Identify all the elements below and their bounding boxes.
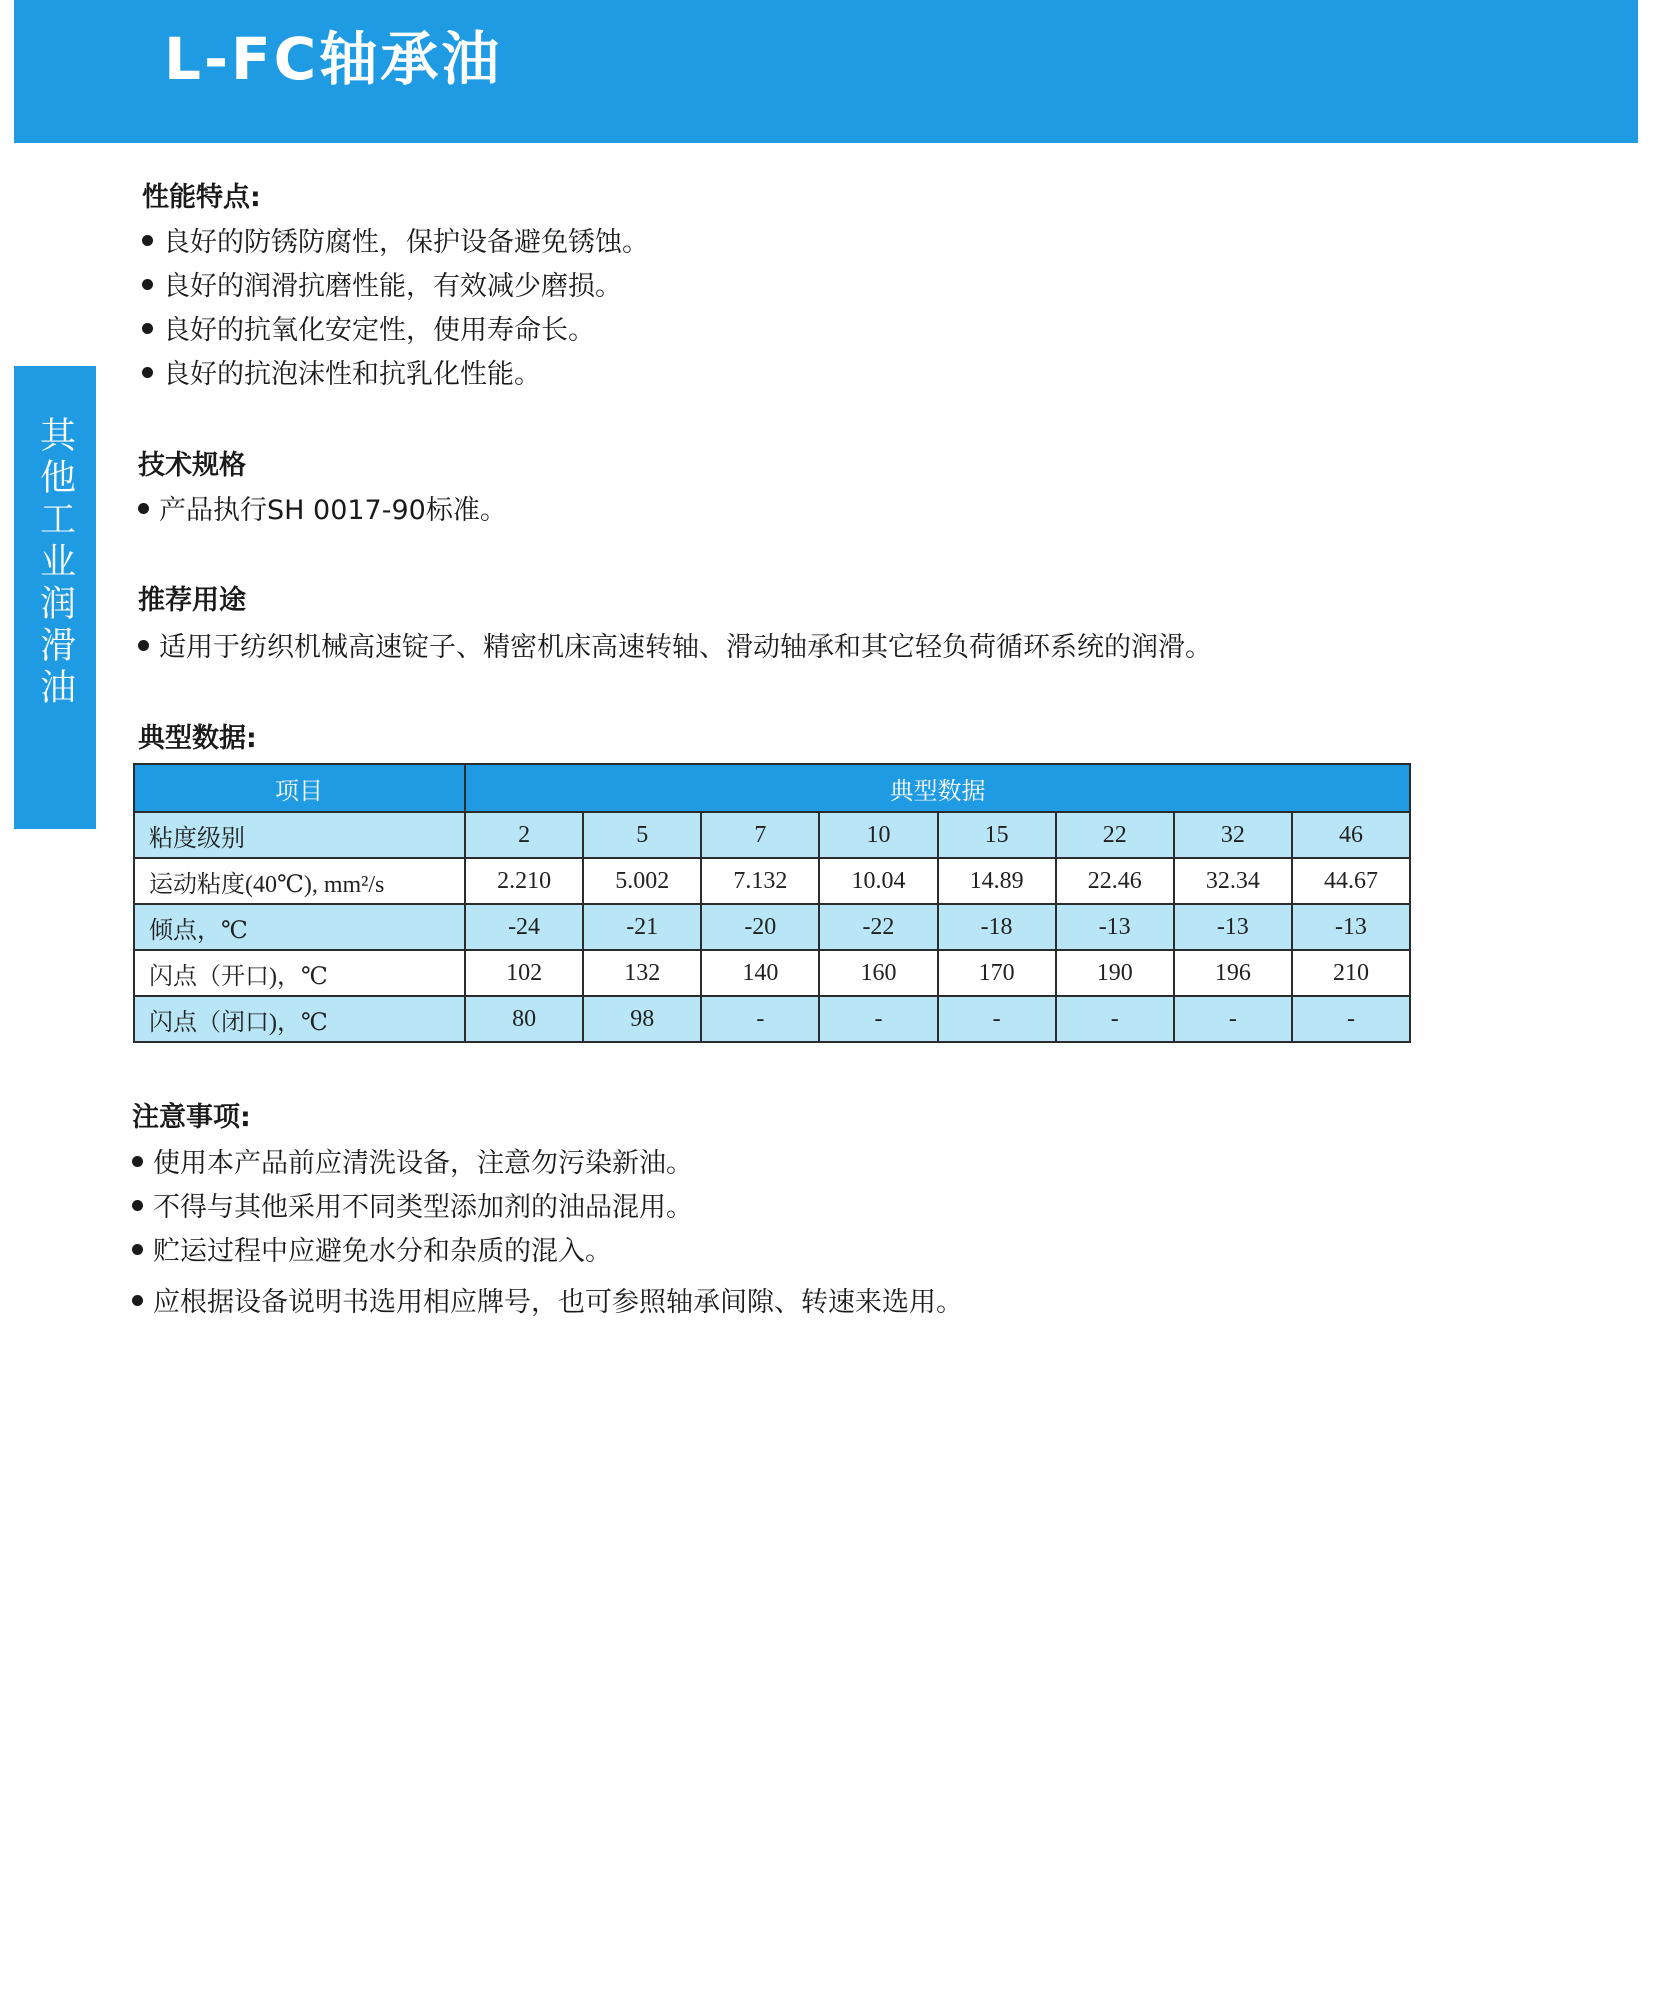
table-row: [134, 904, 1410, 950]
row-label: 闪点（闭口)，℃: [134, 996, 465, 1042]
table-cell: -24: [465, 904, 583, 950]
table-cell: -: [1292, 996, 1410, 1042]
bullet-icon: [142, 279, 153, 290]
note-item: 应根据设备说明书选用相应牌号，也可参照轴承间隙、转速来选用。: [132, 1280, 963, 1319]
table-row: [134, 950, 1410, 996]
row-label: 运动粘度(40℃), mm²/s: [134, 858, 465, 904]
table-cell: 46: [1292, 812, 1410, 858]
side-category-tab: [14, 366, 96, 829]
bullet-icon: [132, 1200, 143, 1211]
table-cell: 2.210: [465, 858, 583, 904]
table-cell: -21: [583, 904, 701, 950]
header-data-cell: 典型数据: [465, 764, 1410, 812]
spec-item: 产品执行SH 0017-90标准。: [138, 488, 507, 527]
usage-title: 推荐用途: [138, 585, 246, 616]
bullet-icon: [132, 1156, 143, 1167]
table-cell: -: [1056, 996, 1174, 1042]
bullet-icon: [142, 367, 153, 378]
table-cell: 5: [583, 812, 701, 858]
side-category-label: 其他工业润滑油: [34, 416, 76, 710]
specs-title: 技术规格: [138, 450, 246, 481]
bullet-icon: [132, 1244, 143, 1255]
bullet-icon: [132, 1295, 143, 1306]
note-item: 不得与其他采用不同类型添加剂的油品混用。: [132, 1185, 693, 1224]
table-cell: 2: [465, 812, 583, 858]
table-cell: 22: [1056, 812, 1174, 858]
table-cell: 22.46: [1056, 858, 1174, 904]
header-bar: [14, 0, 1638, 143]
table-cell: -22: [819, 904, 937, 950]
table-cell: 7.132: [701, 858, 819, 904]
table-cell: 98: [583, 996, 701, 1042]
table-cell: -13: [1056, 904, 1174, 950]
typical-data-table: [133, 763, 1411, 1043]
header-item-cell: 项目: [134, 764, 465, 812]
table-cell: 170: [938, 950, 1056, 996]
row-label: 粘度级别: [134, 812, 465, 858]
row-label: 闪点（开口)，℃: [134, 950, 465, 996]
table-cell: 80: [465, 996, 583, 1042]
table-cell: -13: [1174, 904, 1292, 950]
table-cell: 15: [938, 812, 1056, 858]
feature-item: 良好的润滑抗磨性能，有效减少磨损。: [142, 264, 622, 303]
table-cell: 102: [465, 950, 583, 996]
feature-item: 良好的防锈防腐性，保护设备避免锈蚀。: [142, 220, 649, 259]
feature-item: 良好的抗氧化安定性，使用寿命长。: [142, 308, 595, 347]
table-cell: 210: [1292, 950, 1410, 996]
notes-title: 注意事项:: [132, 1102, 251, 1133]
typical-data-title: 典型数据:: [138, 723, 257, 754]
feature-item: 良好的抗泡沫性和抗乳化性能。: [142, 352, 541, 391]
table-cell: 14.89: [938, 858, 1056, 904]
table-cell: -: [1174, 996, 1292, 1042]
note-item: 贮运过程中应避免水分和杂质的混入。: [132, 1229, 612, 1268]
features-title: 性能特点:: [142, 182, 261, 213]
table-row: [134, 996, 1410, 1042]
table-cell: 44.67: [1292, 858, 1410, 904]
table-cell: 160: [819, 950, 937, 996]
table-cell: -13: [1292, 904, 1410, 950]
table-cell: 7: [701, 812, 819, 858]
table-cell: 32: [1174, 812, 1292, 858]
table-cell: 32.34: [1174, 858, 1292, 904]
bullet-icon: [138, 503, 149, 514]
table-cell: -18: [938, 904, 1056, 950]
page-title: L-FC轴承油: [164, 25, 503, 93]
table-cell: -: [701, 996, 819, 1042]
table-row: [134, 858, 1410, 904]
table-cell: 196: [1174, 950, 1292, 996]
table-row: [134, 812, 1410, 858]
bullet-icon: [142, 323, 153, 334]
note-item: 使用本产品前应清洗设备，注意勿污染新油。: [132, 1141, 693, 1180]
table-cell: -: [938, 996, 1056, 1042]
usage-item: 适用于纺织机械高速锭子、精密机床高速转轴、滑动轴承和其它轻负荷循环系统的润滑。: [138, 625, 1212, 664]
table-cell: 10.04: [819, 858, 937, 904]
bullet-icon: [138, 640, 149, 651]
table-cell: 190: [1056, 950, 1174, 996]
bullet-icon: [142, 235, 153, 246]
table-cell: -: [819, 996, 937, 1042]
table-cell: -20: [701, 904, 819, 950]
row-label: 倾点，℃: [134, 904, 465, 950]
table-cell: 5.002: [583, 858, 701, 904]
table-cell: 140: [701, 950, 819, 996]
table-cell: 132: [583, 950, 701, 996]
table-cell: 10: [819, 812, 937, 858]
table-header-row: [134, 764, 1410, 812]
